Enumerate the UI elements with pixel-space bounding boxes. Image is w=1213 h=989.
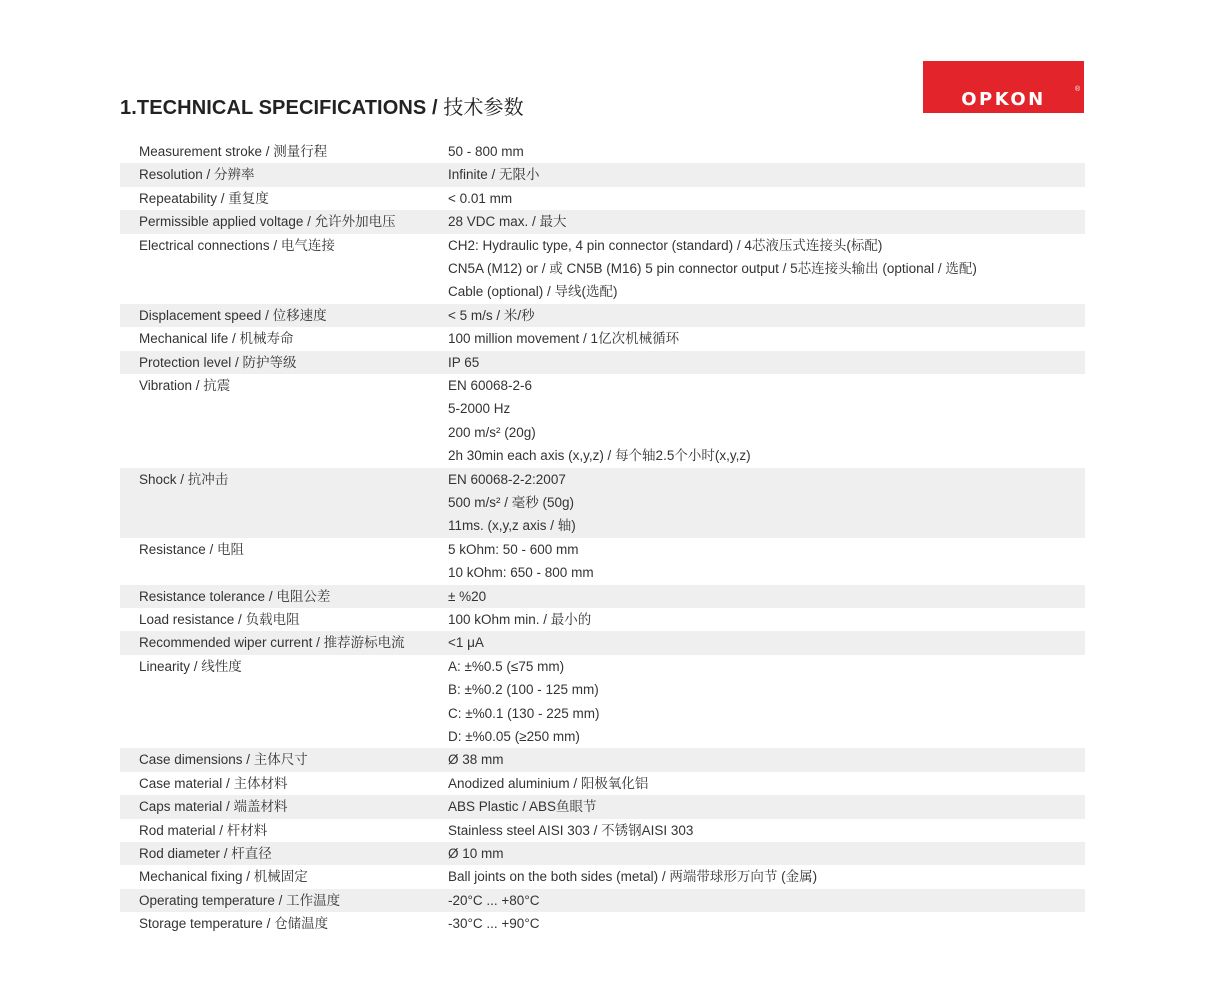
spec-value: 200 m/s² (20g) <box>448 424 536 440</box>
spec-row <box>120 655 1085 749</box>
spec-values <box>448 842 1085 865</box>
spec-values <box>448 608 1085 631</box>
spec-value: EN 60068-2-6 <box>448 378 533 394</box>
page-title-chinese: 技术参数 <box>443 97 524 119</box>
spec-value: <1 μA <box>448 635 484 651</box>
spec-row <box>120 772 1085 795</box>
spec-value: -20°C ... +80°C <box>448 892 540 908</box>
spec-value: < 5 m/s / 米/秒 <box>448 307 535 323</box>
spec-row <box>120 327 1085 350</box>
spec-row <box>120 889 1085 912</box>
spec-row <box>120 187 1085 210</box>
spec-values <box>448 351 1085 374</box>
spec-row <box>120 631 1085 654</box>
spec-values <box>448 655 1085 749</box>
spec-row <box>120 608 1085 631</box>
spec-value: D: ±%0.05 (≥250 mm) <box>448 728 580 744</box>
spec-row <box>120 585 1085 608</box>
spec-label: Case dimensions / 主体尺寸 <box>139 752 308 768</box>
page-title <box>120 91 524 120</box>
opkon-logo <box>923 61 1084 113</box>
spec-values <box>448 163 1085 186</box>
spec-row <box>120 351 1085 374</box>
spec-values <box>448 538 1085 585</box>
spec-label: Caps material / 端盖材料 <box>139 799 288 815</box>
spec-label: Rod material / 杆材料 <box>139 822 268 838</box>
spec-label: Resistance tolerance / 电阻公差 <box>139 588 331 604</box>
spec-value: Ø 38 mm <box>448 752 504 768</box>
spec-label: Case material / 主体材料 <box>139 775 288 791</box>
spec-values <box>448 585 1085 608</box>
spec-values <box>448 234 1085 304</box>
spec-label: Measurement stroke / 测量行程 <box>139 144 328 159</box>
spec-values <box>448 795 1085 818</box>
spec-row <box>120 163 1085 186</box>
spec-values <box>448 912 1085 935</box>
spec-label: Storage temperature / 仓储温度 <box>139 916 329 932</box>
spec-label: Vibration / 抗震 <box>139 378 231 394</box>
spec-value: 5-2000 Hz <box>448 401 511 417</box>
spec-values <box>448 304 1085 327</box>
spec-value: C: ±%0.1 (130 - 225 mm) <box>448 705 600 721</box>
spec-label: Resistance / 电阻 <box>139 541 245 557</box>
spec-values <box>448 468 1085 538</box>
spec-row <box>120 140 1085 163</box>
spec-values <box>448 865 1085 888</box>
spec-label: Displacement speed / 位移速度 <box>139 307 327 323</box>
spec-row <box>120 538 1085 585</box>
spec-row <box>120 748 1085 771</box>
spec-values <box>448 374 1085 468</box>
spec-value: 500 m/s² / 毫秒 (50g) <box>448 494 575 510</box>
spec-row <box>120 819 1085 842</box>
spec-value: Ball joints on the both sides (metal) / 两端带球形万向节 (金属) <box>448 869 818 885</box>
spec-value: Ø 10 mm <box>448 845 504 861</box>
spec-values <box>448 140 1085 163</box>
spec-value: IP 65 <box>448 354 480 370</box>
spec-label: Mechanical life / 机械寿命 <box>139 331 294 347</box>
spec-label: Operating temperature / 工作温度 <box>139 892 341 908</box>
spec-value: CN5A (M12) or / 或 CN5B (M16) 5 pin connector output / 5芯连接头输出 (optional / 选配) <box>448 261 977 277</box>
page-title-english: 1.TECHNICAL SPECIFICATIONS / <box>120 97 438 119</box>
spec-values <box>448 631 1085 654</box>
spec-values <box>448 748 1085 771</box>
spec-values <box>448 210 1085 233</box>
spec-values <box>448 819 1085 842</box>
spec-row <box>120 304 1085 327</box>
spec-label: Shock / 抗冲击 <box>139 471 229 487</box>
registered-mark: ® <box>1074 86 1080 93</box>
spec-row <box>120 468 1085 538</box>
spec-values <box>448 772 1085 795</box>
spec-row <box>120 210 1085 233</box>
spec-value: Stainless steel AISI 303 / 不锈钢AISI 303 <box>448 822 694 838</box>
spec-label: Electrical connections / 电气连接 <box>139 237 335 253</box>
spec-label: Recommended wiper current / 推荐游标电流 <box>139 635 405 651</box>
spec-label: Rod diameter / 杆直径 <box>139 845 272 861</box>
spec-row <box>120 912 1085 935</box>
spec-row <box>120 842 1085 865</box>
spec-values <box>448 187 1085 210</box>
specifications-table <box>120 140 1085 936</box>
spec-value: 50 - 800 mm <box>448 144 524 159</box>
logo-text: OPKON <box>961 89 1046 110</box>
spec-value: 2h 30min each axis (x,y,z) / 每个轴2.5个小时(x,y,z) <box>448 448 751 464</box>
spec-label: Resolution / 分辨率 <box>139 167 255 183</box>
spec-label: Load resistance / 负载电阻 <box>139 611 300 627</box>
spec-value: Cable (optional) / 导线(选配) <box>448 284 618 300</box>
spec-value: ABS Plastic / ABS鱼眼节 <box>448 799 597 815</box>
spec-label: Repeatability / 重复度 <box>139 190 269 206</box>
spec-values <box>448 327 1085 350</box>
spec-label: Linearity / 线性度 <box>139 658 242 674</box>
spec-value: Infinite / 无限小 <box>448 167 540 183</box>
spec-row <box>120 374 1085 468</box>
spec-label: Protection level / 防护等级 <box>139 354 297 370</box>
spec-value: 10 kOhm: 650 - 800 mm <box>448 565 594 581</box>
spec-value: < 0.01 mm <box>448 190 513 206</box>
spec-values <box>448 889 1085 912</box>
spec-value: 28 VDC max. / 最大 <box>448 214 567 230</box>
spec-value: A: ±%0.5 (≤75 mm) <box>448 658 565 674</box>
spec-label: Permissible applied voltage / 允许外加电压 <box>139 214 396 230</box>
spec-value: 100 kOhm min. / 最小的 <box>448 611 592 627</box>
spec-value: CH2: Hydraulic type, 4 pin connector (standard) / 4芯液压式连接头(标配) <box>448 237 883 253</box>
spec-value: 5 kOhm: 50 - 600 mm <box>448 541 579 557</box>
spec-value: ± %20 <box>448 588 487 604</box>
spec-value: EN 60068-2-2:2007 <box>448 471 566 487</box>
spec-value: -30°C ... +90°C <box>448 916 540 932</box>
spec-row <box>120 865 1085 888</box>
spec-value: B: ±%0.2 (100 - 125 mm) <box>448 682 599 698</box>
spec-row <box>120 795 1085 818</box>
spec-label: Mechanical fixing / 机械固定 <box>139 869 308 885</box>
spec-value: Anodized aluminium / 阳极氧化铝 <box>448 775 649 791</box>
spec-row <box>120 234 1085 304</box>
spec-value: 100 million movement / 1亿次机械循环 <box>448 331 680 347</box>
spec-value: 11ms. (x,y,z axis / 轴) <box>448 518 576 534</box>
